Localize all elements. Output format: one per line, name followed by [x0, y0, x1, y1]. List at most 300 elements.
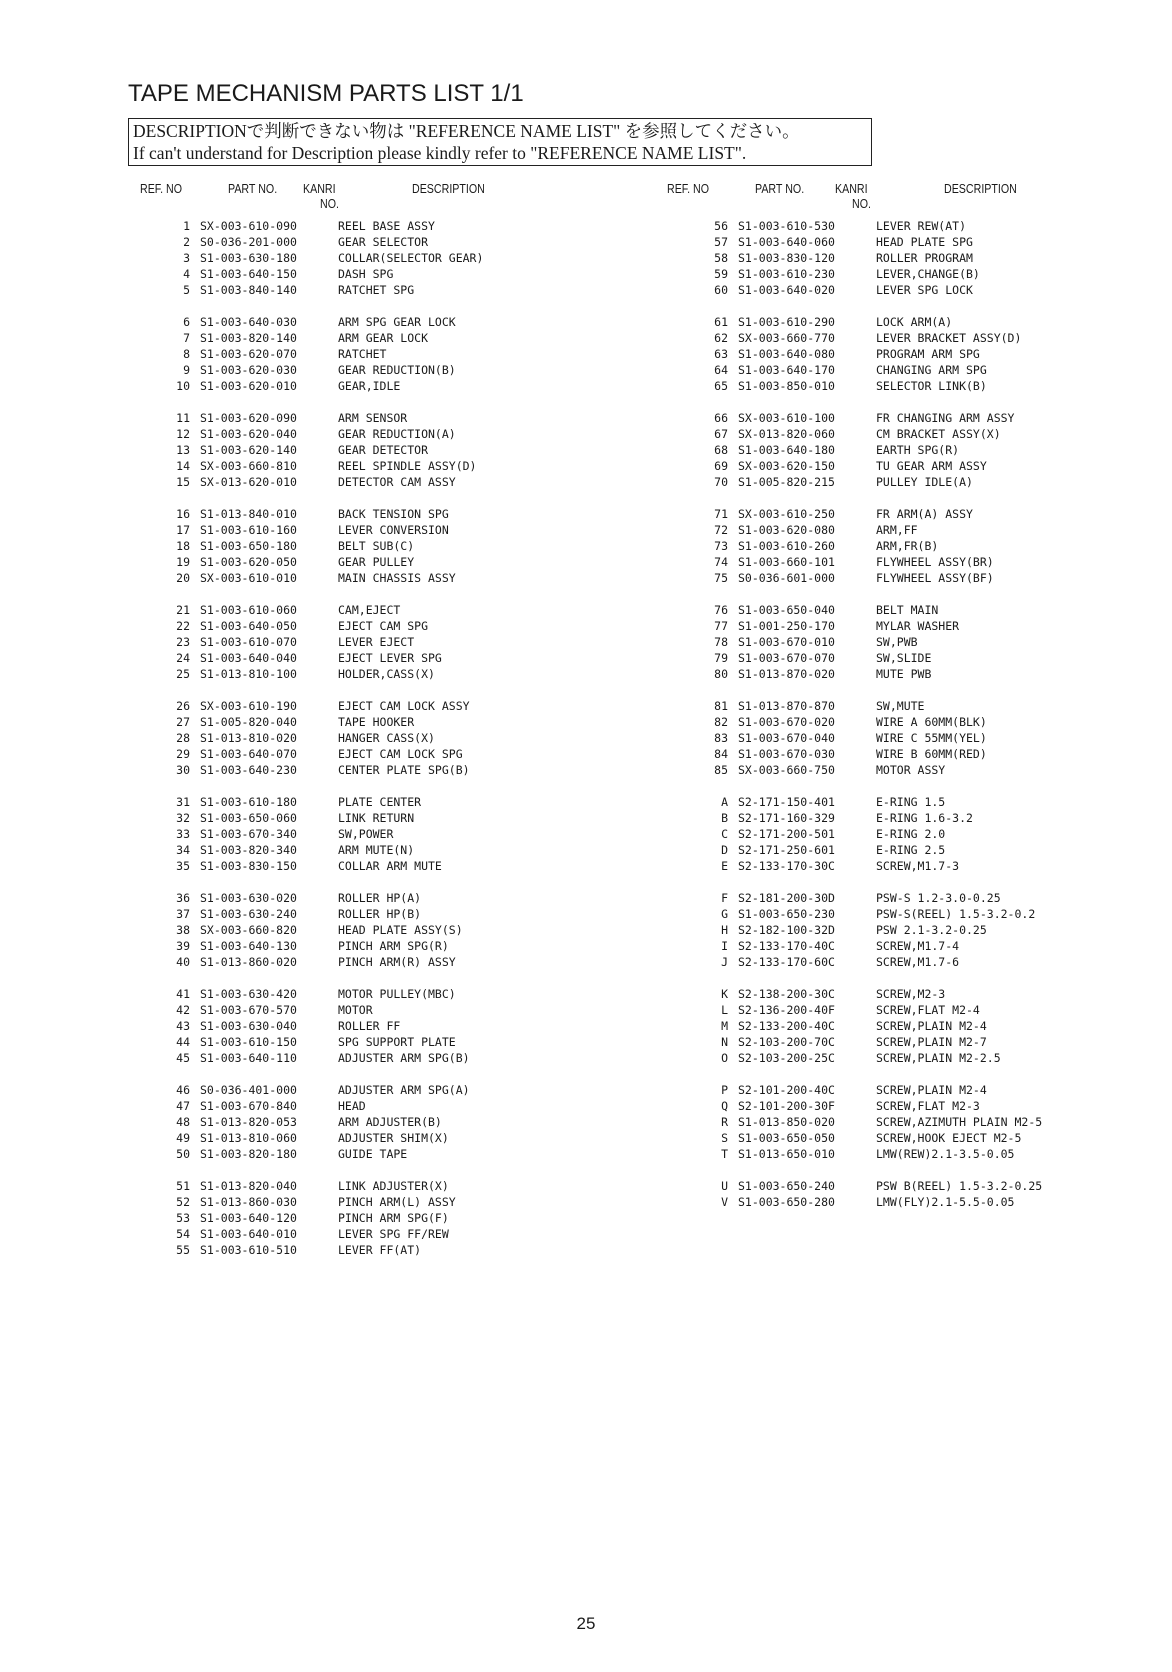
part-no: SX-003-610-250: [738, 507, 835, 521]
ref-no: 5: [183, 283, 190, 297]
description: LINK RETURN: [338, 811, 415, 825]
part-no: S1-013-810-060: [200, 1131, 297, 1145]
description: GEAR DETECTOR: [338, 443, 429, 457]
ref-no: 30: [176, 763, 190, 777]
description: CHANGING ARM SPG: [876, 363, 987, 377]
part-no: S1-003-630-040: [200, 1019, 297, 1033]
part-no: S1-003-650-240: [738, 1179, 835, 1193]
ref-no: 1: [183, 219, 190, 233]
part-no: S0-036-201-000: [200, 235, 297, 249]
ref-no: J: [721, 955, 728, 969]
description: FR CHANGING ARM ASSY: [876, 411, 1015, 425]
part-no: S1-003-640-010: [200, 1227, 297, 1241]
ref-no: 52: [176, 1195, 190, 1209]
ref-no: U: [721, 1179, 728, 1193]
ref-no: A: [721, 795, 728, 809]
description: E-RING 1.5: [876, 795, 946, 809]
part-no: S1-003-820-180: [200, 1147, 297, 1161]
ref-no: 62: [714, 331, 728, 345]
page-title: TAPE MECHANISM PARTS LIST 1/1: [128, 80, 524, 107]
part-no: S1-003-850-010: [738, 379, 835, 393]
ref-no: 55: [176, 1243, 190, 1257]
ref-no: 49: [176, 1131, 190, 1145]
ref-no: 13: [176, 443, 190, 457]
notice-line-english: If can't understand for Description please kindly refer to "REFERENCE NAME LIST".: [133, 143, 747, 163]
ref-no: 12: [176, 427, 190, 441]
part-no: S1-003-620-040: [200, 427, 297, 441]
part-no: S1-013-820-040: [200, 1179, 297, 1193]
ref-no: 2: [183, 235, 190, 249]
part-no: S1-013-810-100: [200, 667, 297, 681]
part-no: S1-013-840-010: [200, 507, 297, 521]
ref-no: 75: [714, 571, 728, 585]
ref-no: 65: [714, 379, 728, 393]
part-no: S1-003-640-060: [738, 235, 835, 249]
ref-no: 85: [714, 763, 728, 777]
part-no: S1-003-620-080: [738, 523, 835, 537]
ref-no: 56: [714, 219, 728, 233]
part-no: S1-003-620-090: [200, 411, 297, 425]
description: ARM,FF: [876, 523, 918, 537]
description: MOTOR PULLEY(MBC): [338, 987, 456, 1001]
right-header-kanri-no: NO.: [852, 196, 871, 211]
description: ARM,FR(B): [876, 539, 939, 553]
description: SW,SLIDE: [876, 651, 932, 665]
ref-no: 23: [176, 635, 190, 649]
description: MOTOR: [338, 1003, 373, 1017]
part-no: S1-005-820-040: [200, 715, 297, 729]
ref-no: 73: [714, 539, 728, 553]
ref-no: 22: [176, 619, 190, 633]
description: LEVER BRACKET ASSY(D): [876, 331, 1022, 345]
description: PSW B(REEL) 1.5-3.2-0.25: [876, 1179, 1043, 1193]
ref-no: 7: [183, 331, 190, 345]
part-no: SX-003-610-190: [200, 699, 297, 713]
description: SCREW,HOOK EJECT M2-5: [876, 1131, 1022, 1145]
description: GEAR REDUCTION(B): [338, 363, 456, 377]
description: EARTH SPG(R): [876, 443, 960, 457]
part-no: S2-101-200-30F: [738, 1099, 835, 1113]
left-header-part: PART NO.: [228, 181, 278, 196]
part-no: S1-003-610-060: [200, 603, 297, 617]
ref-no: 43: [176, 1019, 190, 1033]
part-no: SX-003-660-750: [738, 763, 835, 777]
description: REEL SPINDLE ASSY(D): [338, 459, 477, 473]
description: FR ARM(A) ASSY: [876, 507, 973, 521]
part-no: S1-003-840-140: [200, 283, 297, 297]
part-no: S1-003-640-040: [200, 651, 297, 665]
description: PINCH ARM(R) ASSY: [338, 955, 456, 969]
part-no: S1-003-830-150: [200, 859, 297, 873]
part-no: S2-138-200-30C: [738, 987, 835, 1001]
description: SPG SUPPORT PLATE: [338, 1035, 456, 1049]
ref-no: 37: [176, 907, 190, 921]
description: GEAR PULLEY: [338, 555, 415, 569]
part-no: S1-003-620-030: [200, 363, 297, 377]
part-no: S1-003-630-240: [200, 907, 297, 921]
description: GEAR REDUCTION(A): [338, 427, 456, 441]
part-no: S2-133-170-60C: [738, 955, 835, 969]
part-no: S1-003-670-340: [200, 827, 297, 841]
part-no: S1-003-640-080: [738, 347, 835, 361]
ref-no: 51: [176, 1179, 190, 1193]
ref-no: 24: [176, 651, 190, 665]
right-header-description: DESCRIPTION: [944, 181, 1017, 196]
ref-no: 19: [176, 555, 190, 569]
part-no: S1-013-870-020: [738, 667, 835, 681]
ref-no: K: [721, 987, 728, 1001]
description: SW,MUTE: [876, 699, 925, 713]
ref-no: 47: [176, 1099, 190, 1113]
description: ARM ADJUSTER(B): [338, 1115, 442, 1129]
ref-no: 81: [714, 699, 728, 713]
ref-no: E: [721, 859, 728, 873]
ref-no: 72: [714, 523, 728, 537]
description: WIRE B 60MM(RED): [876, 747, 987, 761]
description: HANGER CASS(X): [338, 731, 435, 745]
part-no: SX-013-820-060: [738, 427, 835, 441]
part-no: S1-003-650-230: [738, 907, 835, 921]
description: BACK TENSION SPG: [338, 507, 449, 521]
description: PINCH ARM SPG(R): [338, 939, 449, 953]
part-no: S1-013-860-020: [200, 955, 297, 969]
part-no: S1-005-820-215: [738, 475, 835, 489]
part-no: SX-003-620-150: [738, 459, 835, 473]
ref-no: 58: [714, 251, 728, 265]
part-no: S1-013-870-870: [738, 699, 835, 713]
description: ARM GEAR LOCK: [338, 331, 429, 345]
description: PINCH ARM(L) ASSY: [338, 1195, 456, 1209]
description: GEAR,IDLE: [338, 379, 401, 393]
description: LEVER SPG FF/REW: [338, 1227, 449, 1241]
ref-no: 28: [176, 731, 190, 745]
ref-no: 6: [183, 315, 190, 329]
part-no: S1-003-640-170: [738, 363, 835, 377]
ref-no: 10: [176, 379, 190, 393]
part-no: SX-003-660-770: [738, 331, 835, 345]
part-no: SX-003-610-090: [200, 219, 297, 233]
description: ADJUSTER ARM SPG(A): [338, 1083, 470, 1097]
part-no: S1-003-610-510: [200, 1243, 297, 1257]
part-no: SX-003-610-100: [738, 411, 835, 425]
description: ARM SENSOR: [338, 411, 408, 425]
description: PLATE CENTER: [338, 795, 422, 809]
ref-no: 35: [176, 859, 190, 873]
right-header-ref: REF. NO: [667, 181, 710, 196]
ref-no: 70: [714, 475, 728, 489]
left-header-kanri: KANRI: [303, 181, 336, 196]
description: EJECT CAM LOCK SPG: [338, 747, 463, 761]
part-no: S0-036-401-000: [200, 1083, 297, 1097]
ref-no: 78: [714, 635, 728, 649]
part-no: S1-003-630-020: [200, 891, 297, 905]
ref-no: 68: [714, 443, 728, 457]
part-no: S1-003-610-530: [738, 219, 835, 233]
description: PINCH ARM SPG(F): [338, 1211, 449, 1225]
part-no: S1-003-670-030: [738, 747, 835, 761]
ref-no: 59: [714, 267, 728, 281]
ref-no: 11: [176, 411, 190, 425]
description: E-RING 2.5: [876, 843, 946, 857]
description: SCREW,PLAIN M2-2.5: [876, 1051, 1001, 1065]
ref-no: 82: [714, 715, 728, 729]
description: LEVER SPG LOCK: [876, 283, 973, 297]
ref-no: 45: [176, 1051, 190, 1065]
ref-no: 38: [176, 923, 190, 937]
description: BELT MAIN: [876, 603, 939, 617]
description: SCREW,PLAIN M2-4: [876, 1083, 987, 1097]
ref-no: Q: [721, 1099, 728, 1113]
part-no: S1-003-610-070: [200, 635, 297, 649]
description: BELT SUB(C): [338, 539, 415, 553]
description: DETECTOR CAM ASSY: [338, 475, 456, 489]
part-no: S1-013-850-020: [738, 1115, 835, 1129]
ref-no: 64: [714, 363, 728, 377]
ref-no: P: [721, 1083, 728, 1097]
ref-no: H: [721, 923, 728, 937]
ref-no: 60: [714, 283, 728, 297]
right-header-kanri: KANRI: [835, 181, 868, 196]
description: MUTE PWB: [876, 667, 932, 681]
description: SCREW,AZIMUTH PLAIN M2-5: [876, 1115, 1043, 1129]
part-no: S2-136-200-40F: [738, 1003, 835, 1017]
ref-no: 80: [714, 667, 728, 681]
description: ADJUSTER ARM SPG(B): [338, 1051, 470, 1065]
part-no: SX-003-660-810: [200, 459, 297, 473]
ref-no: 8: [183, 347, 190, 361]
description: PULLEY IDLE(A): [876, 475, 973, 489]
description: LEVER EJECT: [338, 635, 415, 649]
description: LEVER CONVERSION: [338, 523, 449, 537]
ref-no: 26: [176, 699, 190, 713]
description: WIRE A 60MM(BLK): [876, 715, 987, 729]
ref-no: O: [721, 1051, 728, 1065]
ref-no: T: [721, 1147, 728, 1161]
description: SW,PWB: [876, 635, 918, 649]
ref-no: 17: [176, 523, 190, 537]
part-no: S2-182-100-32D: [738, 923, 835, 937]
part-no: S1-003-820-340: [200, 843, 297, 857]
ref-no: S: [721, 1131, 728, 1145]
part-no: S1-003-610-290: [738, 315, 835, 329]
description: CENTER PLATE SPG(B): [338, 763, 470, 777]
ref-no: R: [721, 1115, 728, 1129]
part-no: S1-003-640-230: [200, 763, 297, 777]
ref-no: N: [721, 1035, 728, 1049]
part-no: S1-003-640-120: [200, 1211, 297, 1225]
ref-no: 33: [176, 827, 190, 841]
description: CM BRACKET ASSY(X): [876, 427, 1001, 441]
description: MYLAR WASHER: [876, 619, 960, 633]
description: LINK ADJUSTER(X): [338, 1179, 449, 1193]
part-no: S2-101-200-40C: [738, 1083, 835, 1097]
description: ROLLER HP(A): [338, 891, 422, 905]
ref-no: 16: [176, 507, 190, 521]
part-no: S2-171-160-329: [738, 811, 835, 825]
ref-no: 41: [176, 987, 190, 1001]
part-no: S1-003-830-120: [738, 251, 835, 265]
description: REEL BASE ASSY: [338, 219, 435, 233]
description: FLYWHEEL ASSY(BF): [876, 571, 994, 585]
part-no: S1-013-650-010: [738, 1147, 835, 1161]
part-no: S1-003-650-060: [200, 811, 297, 825]
description: GUIDE TAPE: [338, 1147, 408, 1161]
part-no: S1-003-650-050: [738, 1131, 835, 1145]
description: ROLLER HP(B): [338, 907, 422, 921]
part-no: S1-003-640-130: [200, 939, 297, 953]
description: RATCHET SPG: [338, 283, 415, 297]
part-no: S1-003-630-180: [200, 251, 297, 265]
ref-no: 31: [176, 795, 190, 809]
description: COLLAR ARM MUTE: [338, 859, 442, 873]
part-no: S1-003-620-050: [200, 555, 297, 569]
description: HEAD PLATE ASSY(S): [338, 923, 463, 937]
description: PSW 2.1-3.2-0.25: [876, 923, 987, 937]
ref-no: 54: [176, 1227, 190, 1241]
description: HOLDER,CASS(X): [338, 667, 435, 681]
part-no: S1-013-860-030: [200, 1195, 297, 1209]
description: PSW-S 1.2-3.0-0.25: [876, 891, 1001, 905]
ref-no: I: [721, 939, 728, 953]
ref-no: 18: [176, 539, 190, 553]
ref-no: 25: [176, 667, 190, 681]
ref-no: 44: [176, 1035, 190, 1049]
ref-no: D: [721, 843, 728, 857]
ref-no: M: [721, 1019, 728, 1033]
description: HEAD: [338, 1099, 366, 1113]
ref-no: 42: [176, 1003, 190, 1017]
ref-no: 63: [714, 347, 728, 361]
page-number: 25: [576, 1614, 596, 1633]
part-no: S1-003-640-050: [200, 619, 297, 633]
left-header-ref: REF. NO: [140, 181, 183, 196]
ref-no: 77: [714, 619, 728, 633]
description: LEVER FF(AT): [338, 1243, 422, 1257]
description: LMW(REW)2.1-3.5-0.05: [876, 1147, 1015, 1161]
part-no: S2-181-200-30D: [738, 891, 835, 905]
ref-no: 46: [176, 1083, 190, 1097]
description: SCREW,M1.7-3: [876, 859, 960, 873]
part-no: S1-003-610-150: [200, 1035, 297, 1049]
ref-no: 34: [176, 843, 190, 857]
description: MAIN CHASSIS ASSY: [338, 571, 456, 585]
part-no: S1-003-660-101: [738, 555, 835, 569]
ref-no: 61: [714, 315, 728, 329]
left-header-description: DESCRIPTION: [412, 181, 485, 196]
part-no: S1-003-640-180: [738, 443, 835, 457]
part-no: S2-171-250-601: [738, 843, 835, 857]
description: COLLAR(SELECTOR GEAR): [338, 251, 484, 265]
ref-no: 50: [176, 1147, 190, 1161]
ref-no: C: [721, 827, 728, 841]
ref-no: G: [721, 907, 728, 921]
ref-no: 76: [714, 603, 728, 617]
ref-no: 79: [714, 651, 728, 665]
ref-no: V: [721, 1195, 728, 1209]
part-no: SX-003-660-820: [200, 923, 297, 937]
part-no: S1-003-630-420: [200, 987, 297, 1001]
ref-no: 74: [714, 555, 728, 569]
part-no: S1-003-610-160: [200, 523, 297, 537]
part-no: S1-003-670-070: [738, 651, 835, 665]
ref-no: 3: [183, 251, 190, 265]
part-no: S2-103-200-25C: [738, 1051, 835, 1065]
part-no: S1-003-610-230: [738, 267, 835, 281]
ref-no: 4: [183, 267, 190, 281]
description: SCREW,M1.7-4: [876, 939, 960, 953]
part-no: S1-003-670-020: [738, 715, 835, 729]
description: SCREW,FLAT M2-4: [876, 1003, 980, 1017]
part-no: SX-003-610-010: [200, 571, 297, 585]
ref-no: B: [721, 811, 728, 825]
part-no: S1-003-670-040: [738, 731, 835, 745]
part-no: S2-133-170-30C: [738, 859, 835, 873]
description: SCREW,FLAT M2-3: [876, 1099, 980, 1113]
part-no: S1-003-610-260: [738, 539, 835, 553]
part-no: S2-133-200-40C: [738, 1019, 835, 1033]
description: EJECT CAM SPG: [338, 619, 429, 633]
ref-no: 66: [714, 411, 728, 425]
ref-no: 15: [176, 475, 190, 489]
description: LOCK ARM(A): [876, 315, 953, 329]
part-no: S1-003-620-070: [200, 347, 297, 361]
part-no: S1-003-640-150: [200, 267, 297, 281]
part-no: S1-003-650-040: [738, 603, 835, 617]
ref-no: 84: [714, 747, 728, 761]
ref-no: 53: [176, 1211, 190, 1225]
description: ROLLER PROGRAM: [876, 251, 973, 265]
part-no: S1-003-650-180: [200, 539, 297, 553]
description: HEAD PLATE SPG: [876, 235, 973, 249]
description: WIRE C 55MM(YEL): [876, 731, 987, 745]
description: SCREW,M1.7-6: [876, 955, 960, 969]
part-no: S1-003-640-020: [738, 283, 835, 297]
description: E-RING 2.0: [876, 827, 946, 841]
part-no: S1-003-820-140: [200, 331, 297, 345]
part-no: S2-103-200-70C: [738, 1035, 835, 1049]
part-no: S1-013-820-053: [200, 1115, 297, 1129]
part-no: S1-003-650-280: [738, 1195, 835, 1209]
part-no: S1-003-620-010: [200, 379, 297, 393]
ref-no: 69: [714, 459, 728, 473]
description: RATCHET: [338, 347, 387, 361]
ref-no: 48: [176, 1115, 190, 1129]
ref-no: 14: [176, 459, 190, 473]
description: LEVER,CHANGE(B): [876, 267, 980, 281]
part-no: SX-013-620-010: [200, 475, 297, 489]
description: TAPE HOOKER: [338, 715, 415, 729]
part-no: S2-133-170-40C: [738, 939, 835, 953]
part-no: S1-003-640-110: [200, 1051, 297, 1065]
description: LMW(FLY)2.1-5.5-0.05: [876, 1195, 1015, 1209]
description: SW,POWER: [338, 827, 394, 841]
ref-no: 67: [714, 427, 728, 441]
description: SCREW,PLAIN M2-7: [876, 1035, 987, 1049]
ref-no: 40: [176, 955, 190, 969]
ref-no: 57: [714, 235, 728, 249]
description: TU GEAR ARM ASSY: [876, 459, 987, 473]
description: FLYWHEEL ASSY(BR): [876, 555, 994, 569]
part-no: S1-001-250-170: [738, 619, 835, 633]
description: ARM SPG GEAR LOCK: [338, 315, 456, 329]
part-no: S2-171-150-401: [738, 795, 835, 809]
notice-line-japanese: DESCRIPTIONで判断できない物は "REFERENCE NAME LIST" を参照してください。: [133, 121, 800, 141]
description: GEAR SELECTOR: [338, 235, 429, 249]
description: ROLLER FF: [338, 1019, 401, 1033]
description: ADJUSTER SHIM(X): [338, 1131, 449, 1145]
part-no: S1-003-670-010: [738, 635, 835, 649]
description: LEVER REW(AT): [876, 219, 967, 233]
